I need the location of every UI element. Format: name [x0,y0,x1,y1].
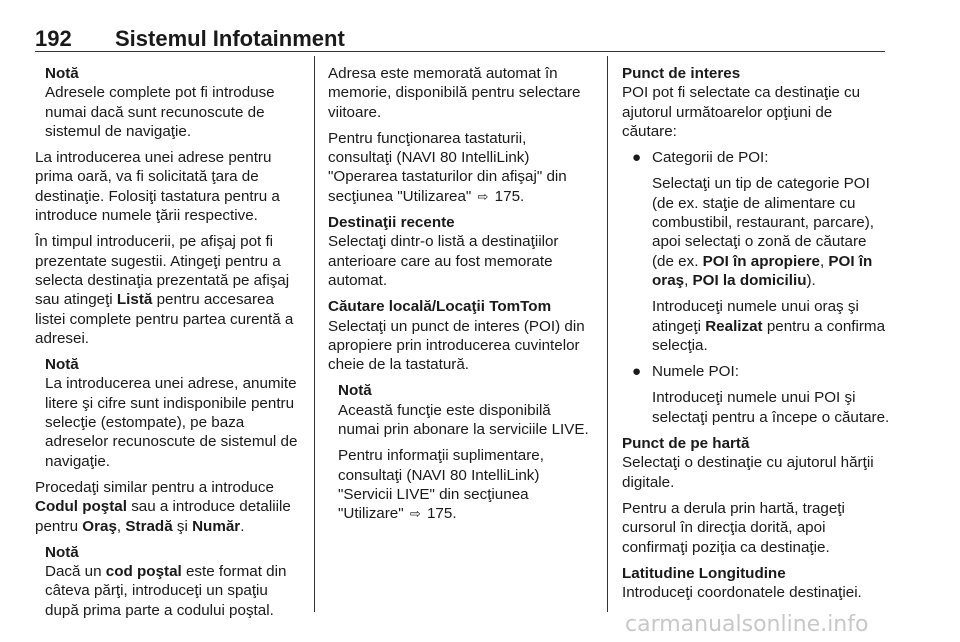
bullet-icon: ● [632,149,642,167]
column-1 [35,64,299,627]
column-2 [328,64,594,531]
paragraph: Selectaţi dintr-o listă a destinaţiilor anterioare care au fost memorate automat. [328,233,559,289]
header-rule [35,51,885,52]
paragraph: Pentru funcţionarea tastaturii, consultaţi (NAVI 80 IntelliLink) "Operarea tastaturilor din afişaj" din secţiunea "Utilizarea" ⇨ 175. [328,129,567,205]
paragraph: Introduceţi coordonatele destinaţiei. [622,584,862,602]
page-number: 192 [35,26,72,51]
paragraph: Procedaţi similar pentru a introduce Codul poştal sau a introduce detaliile pentru Oraş, Stradă şi Număr. [35,478,291,535]
page-header [35,26,885,50]
bullet-icon: ● [632,363,642,381]
section-heading: Căutare locală/Locaţii TomTom [328,298,552,316]
note-text: Această funcţie este disponibilă numai prin abonare la serviciile LIVE. [338,401,589,439]
list-item-detail: Introduceţi numele unui oraş şi atingeţi Realizat pentru a confirma selecţia. [652,298,886,354]
page-reference-icon: ⇨ [409,506,421,522]
list-item-detail: Introduceţi numele unui POI şi selectaţi pentru a începe o căutare. [652,389,890,426]
page-title: Sistemul Infotainment [115,26,345,51]
paragraph: Pentru a derula prin hartă, trageţi cursorul în direcţia dorită, apoi confirmaţi poziţia ca destinaţie. [622,499,845,556]
paragraph: La introducerea unei adrese pentru prima oară, va fi solicitată ţara de destinaţie. Folosiţi tastatura pentru a introduce numele ţării respective. [35,149,280,225]
section-heading: Destinaţii recente [328,214,455,232]
column-divider-2 [607,56,608,612]
watermark: carmanualsonline.info [625,612,869,637]
list-item: ● Numele POI: [632,363,739,381]
paragraph: Adresa este memorată automat în memorie, disponibilă pentru selectare viitoare. [328,65,581,121]
note-title: Notă [338,382,372,400]
note-title: Notă [45,65,79,82]
paragraph: În timpul introducerii, pe afişaj pot fi prezentate sugestii. Atingeţi pentru a selecta destinaţia prezentată pe afişaj sau atingeţi Listă pentru accesarea listei complete pentru partea curentă a adresei. [35,233,294,347]
note-box [45,355,299,471]
note-text: La introducerea unei adrese, anumite litere şi cifre sunt indisponibile pentru selecţie (estompate), pe baza adreselor recunoscute de sistemul de navigaţie. [45,375,298,470]
note-text: Dacă un cod poştal este format din câteva părţi, introduceţi un spaţiu după prima parte a codului poştal. [45,563,287,619]
list-item-detail: Selectaţi un tip de categorie POI (de ex. staţie de alimentare cu combustibil, restaurant, parcare), apoi selectaţi o zonă de căutare (de ex. POI în apropiere, POI în oraş, POI la domiciliu). [652,175,874,289]
paragraph: Selectaţi o destinaţie cu ajutorul hărţii digitale. [622,454,874,491]
note-text: Adresele complete pot fi introduse numai dacă sunt recunoscute de sistemul de navigaţie. [45,84,275,140]
column-3 [622,64,890,609]
note-title: Notă [45,356,79,374]
section-heading: Punct de pe hartă [622,435,750,453]
note-text: Pentru informaţii suplimentare, consultaţi (NAVI 80 IntelliLink) "Servicii LIVE" din secţiunea "Utilizare" ⇨ 175. [338,447,544,523]
column-divider-1 [314,56,315,612]
keyword-lista: Listă [116,291,153,309]
note-box [45,64,299,141]
section-heading: Punct de interes [622,65,741,82]
note-title: Notă [45,543,79,561]
note-box [45,543,299,620]
paragraph: Selectaţi un punct de interes (POI) din apropiere prin introducerea cuvintelor cheie de la tastatură. [328,317,585,374]
list-item: ● Categorii de POI: [632,149,769,167]
paragraph: POI pot fi selectate ca destinaţie cu ajutorul următoarelor opţiuni de căutare: [622,84,861,140]
section-heading: Latitudine Longitudine [622,564,786,582]
page-reference-icon: ⇨ [477,188,489,204]
note-box [338,381,594,523]
